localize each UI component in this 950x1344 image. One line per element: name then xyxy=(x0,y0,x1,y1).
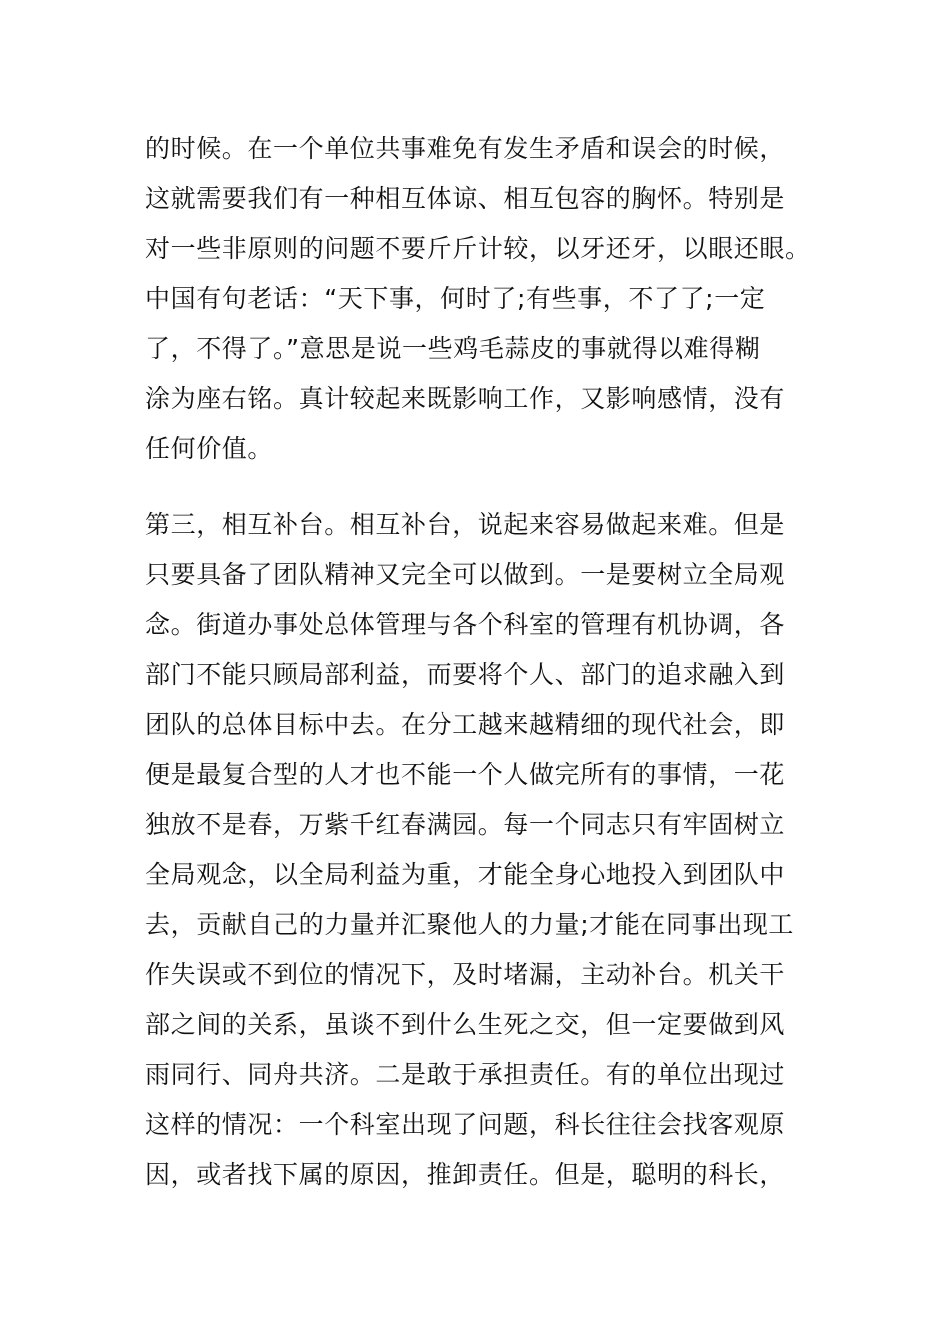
text-line: 部门不能只顾局部利益，而要将个人、部门的追求融入到 xyxy=(145,660,786,689)
text-line: 念。街道办事处总体管理与各个科室的管理有机协调，各 xyxy=(145,610,786,639)
text-line: 的时候。在一个单位共事难免有发生矛盾和误会的时候， xyxy=(145,134,786,163)
text-line: 团队的总体目标中去。在分工越来越精细的现代社会，即 xyxy=(145,710,786,739)
text-line: 部之间的关系，虽谈不到什么生死之交，但一定要做到风 xyxy=(145,1010,786,1039)
text-line: 雨同行、同舟共济。二是敢于承担责任。有的单位出现过 xyxy=(145,1060,786,1089)
text-line: 独放不是春，万紫千红春满园。每一个同志只有牢固树立 xyxy=(145,810,786,839)
text-line: 这就需要我们有一种相互体谅、相互包容的胸怀。特别是 xyxy=(145,184,786,213)
text-line: 对一些非原则的问题不要斤斤计较，以牙还牙，以眼还眼。 xyxy=(145,234,811,263)
text-line: 第三，相互补台。相互补台，说起来容易做起来难。但是 xyxy=(145,510,786,539)
paragraph-2 xyxy=(145,500,825,1200)
text-line: 涂为座右铭。真计较起来既影响工作，又影响感情，没有 xyxy=(145,384,786,413)
text-line: 便是最复合型的人才也不能一个人做完所有的事情，一花 xyxy=(145,760,786,789)
text-line: 了，不得了。”意思是说一些鸡毛蒜皮的事就得以难得糊 xyxy=(145,334,761,363)
text-line: 这样的情况：一个科室出现了问题，科长往往会找客观原 xyxy=(145,1110,786,1139)
text-line: 因，或者找下属的原因，推卸责任。但是，聪明的科长， xyxy=(145,1160,786,1189)
text-line: 全局观念，以全局利益为重，才能全身心地投入到团队中 xyxy=(145,860,786,889)
text-line: 作失误或不到位的情况下，及时堵漏，主动补台。机关干 xyxy=(145,960,786,989)
paragraph-1 xyxy=(145,124,825,474)
text-line: 只要具备了团队精神又完全可以做到。一是要树立全局观 xyxy=(145,560,786,589)
text-line: 中国有句老话：“天下事，何时了;有些事，不了了;一定 xyxy=(145,284,766,313)
text-line: 任何价值。 xyxy=(145,434,274,463)
text-line: 去，贡献自己的力量并汇聚他人的力量;才能在同事出现工 xyxy=(145,910,795,939)
